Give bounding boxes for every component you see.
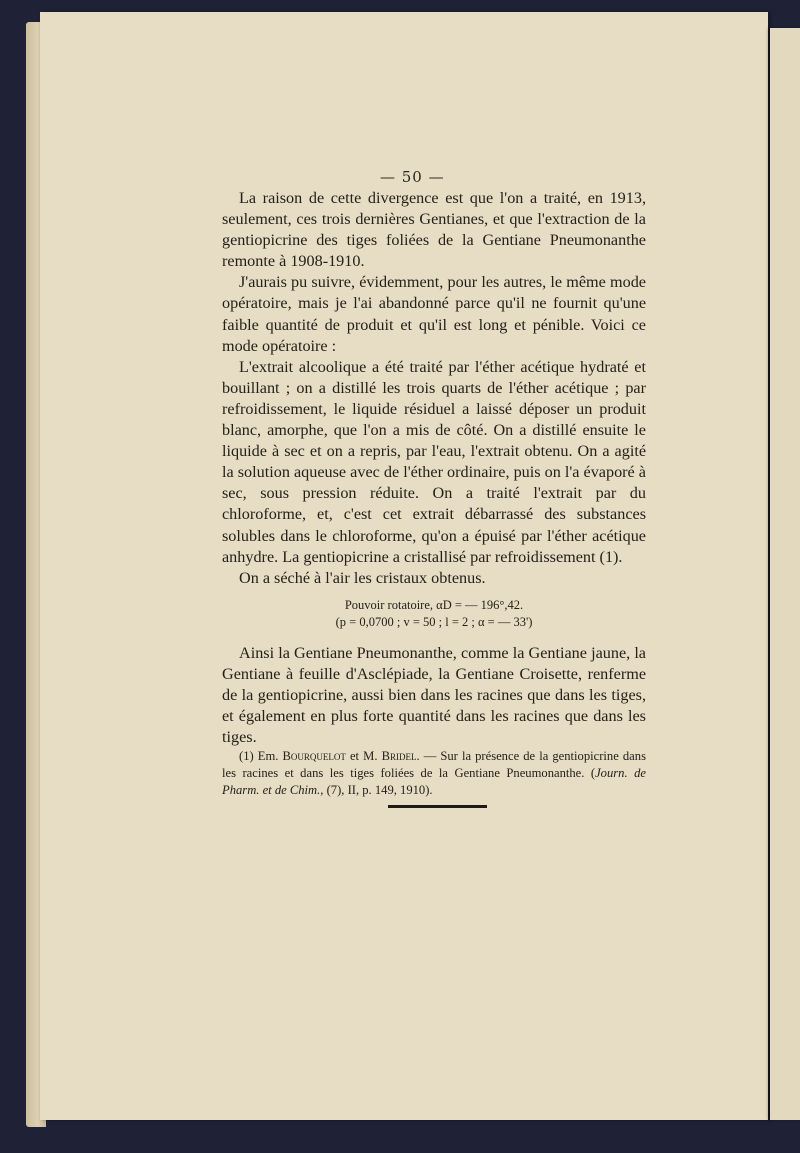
footnote xyxy=(222,748,646,799)
paragraph: On a séché à l'air les cristaux obtenus. xyxy=(239,568,486,587)
paragraph: J'aurais pu suivre, évidemment, pour les autres, le même mode opératoire, mais je l'ai abandonné parce qu'il ne fournit qu'une faible quantité de produit et qu'il est long et pénible. Voici ce mode opératoire : xyxy=(222,273,646,355)
footnote-journal: Journ. de Pharm. et de Chim. xyxy=(222,766,646,798)
formula-line: (p = 0,0700 ; v = 50 ; l = 2 ; α = — 33') xyxy=(335,614,533,629)
paragraph: L'extrait alcoolique a été traité par l'éther acétique hydraté et bouillant ; on a distillé les trois quarts de l'éther acétique ; par refroidissement, le liquide résiduel a laissé déposer un produit blanc, amorphe, que l'on a mis de côté. On a distillé ensuite le liquide à sec et on a repris, par l'eau, l'extrait obtenu. On a agité la solution aqueuse avec de l'éther ordinaire, puis on l'a évaporé à sec, sous pression réduite. On a traité l'extrait par du chloroforme, et, c'est cet extrait débarrassé des substances solubles dans le chloroforme, qu'on a épuisé par l'éther acétique anhydre. La gentiopicrine a cristallisé par refroidissement (1). xyxy=(222,357,646,566)
conclusion-paragraph: Ainsi la Gentiane Pneumonanthe, comme la Gentiane jaune, la Gentiane à feuille d'Asclépiade, la Gentiane Croisette, renferme de la gentiopicrine, aussi bien dans les racines que dans les tiges, et également en plus forte quantité dans les racines que dans les tiges. xyxy=(222,643,646,747)
footnote-author: Bridel xyxy=(381,749,417,764)
footnote-citation: , (7), II, p. 149, 1910). xyxy=(320,783,433,798)
rotatory-power-formula xyxy=(222,597,646,631)
paragraph: La raison de cette divergence est que l'on a traité, en 1913, seulement, ces trois dernières Gentianes, et que l'extraction de la gentiopicrine des tiges foliées de la Gentiane Pneumonanthe remonte à 1908-1910. xyxy=(222,189,646,271)
page-number: — 50 — xyxy=(380,168,445,186)
footnote-joiner: et M. xyxy=(345,749,382,764)
facing-page-edge xyxy=(770,28,800,1120)
end-rule xyxy=(388,805,487,808)
footnote-author: Bourquelot xyxy=(282,749,346,764)
footnote-text: . — Sur la présence de la gentiopicrine dans les racines et dans les tiges foliées de la Gentiane Pneumonanthe. ( xyxy=(222,749,646,781)
footnote-marker: (1) Em. xyxy=(239,749,283,764)
body-text xyxy=(222,188,646,799)
formula-line: Pouvoir rotatoire, αD = — 196°,42. xyxy=(344,597,524,612)
